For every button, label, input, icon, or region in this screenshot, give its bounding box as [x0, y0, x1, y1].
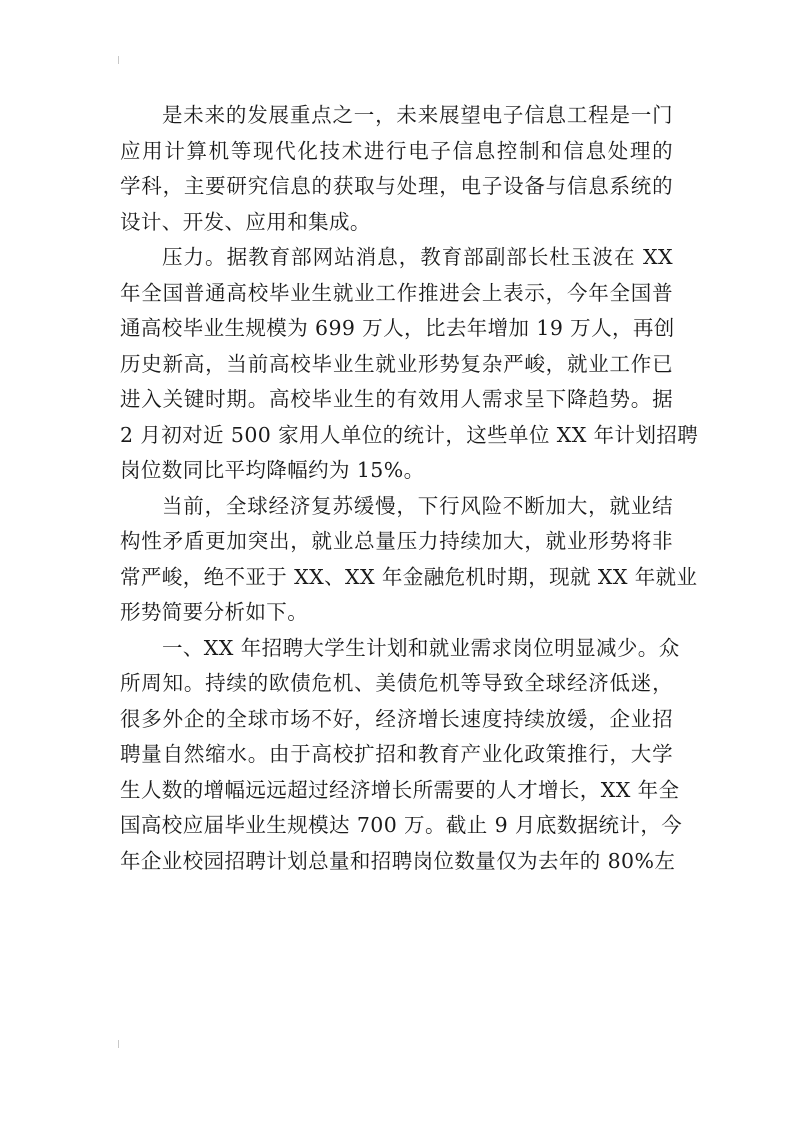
- text-line: 学科，主要研究信息的获取与处理，电子设备与信息系统的: [120, 174, 673, 198]
- text-line: 年全国普通高校毕业生就业工作推进会上表示，今年全国普: [120, 280, 673, 305]
- text-line: 历史新高，当前高校毕业生就业形势复杂严峻，就业工作已: [120, 351, 673, 376]
- document-page: [120, 98, 699, 879]
- page-corner-mark-bottom: [118, 1040, 119, 1048]
- text-line: 进入关键时期。高校毕业生的有效用人需求呈下降趋势。据: [120, 387, 673, 411]
- text-line: 通高校毕业生规模为 699 万人，比去年增加 19 万人，再创: [120, 316, 675, 340]
- text-line: 国高校应届毕业生规模达 700 万。截止 9 月底数据统计，今: [120, 813, 683, 837]
- text-line: 是未来的发展重点之一，未来展望电子信息工程是一门: [162, 103, 673, 127]
- paragraph-3: [120, 489, 698, 631]
- text-line: 聘量自然缩水。由于高校扩招和教育产业化政策推行，大学: [120, 742, 673, 766]
- text-line: 常严峻，绝不亚于 XX、XX 年金融危机时期，现就 XX 年就业: [120, 564, 698, 589]
- text-line: 岗位数同比平均降幅约为 15%。: [120, 458, 425, 482]
- text-line: 2 月初对近 500 家用人单位的统计，这些单位 XX 年计划招聘: [120, 422, 699, 447]
- paragraph-4: [120, 631, 683, 880]
- text-line: 设计、开发、应用和集成。: [120, 209, 371, 234]
- text-line: 一、XX 年招聘大学生计划和就业需求岗位明显减少。众: [162, 635, 680, 660]
- text-line: 当前，全球经济复苏缓慢，下行风险不断加大，就业结: [162, 493, 673, 518]
- text-line: 形势简要分析如下。: [120, 600, 309, 624]
- page-corner-mark-top: [118, 56, 119, 64]
- text-line: 所周知。持续的欧债危机、美债危机等导致全球经济低迷，: [120, 671, 673, 695]
- paragraph-1: [120, 98, 673, 240]
- text-line: 压力。据教育部网站消息，教育部副部长杜玉波在 XX: [162, 245, 673, 269]
- paragraph-2: [120, 240, 699, 489]
- text-line: 应用计算机等现代化技术进行电子信息控制和信息处理的: [120, 138, 673, 163]
- text-line: 年企业校园招聘计划总量和招聘岗位数量仅为去年的 80%左: [120, 848, 676, 873]
- text-line: 构性矛盾更加突出，就业总量压力持续加大，就业形势将非: [120, 529, 673, 553]
- text-line: 生人数的增幅远远超过经济增长所需要的人才增长，XX 年全: [120, 777, 680, 802]
- text-line: 很多外企的全球市场不好，经济增长速度持续放缓，企业招: [120, 706, 673, 731]
